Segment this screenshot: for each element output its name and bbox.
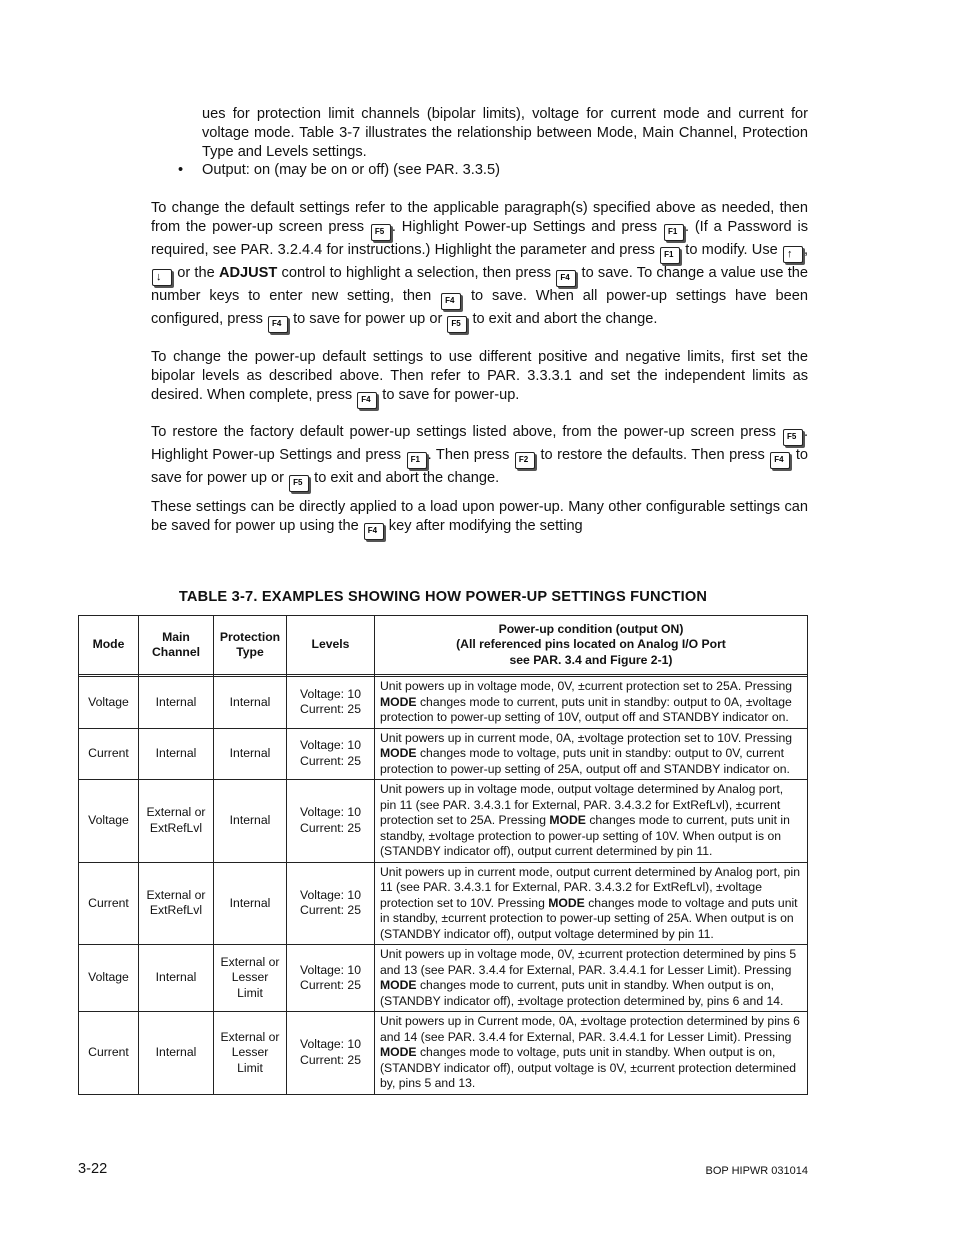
cell-channel: Internal bbox=[139, 728, 214, 780]
header-condition bbox=[375, 616, 808, 675]
table-row bbox=[79, 780, 808, 863]
bullet-text: Output: on (may be on or off) (see PAR. 3.3.5) bbox=[202, 162, 500, 178]
table-row bbox=[79, 945, 808, 1012]
cell-protection: Internal bbox=[214, 728, 287, 780]
f4-key-icon: F4 bbox=[556, 270, 576, 287]
cell-protection: Internal bbox=[214, 677, 287, 729]
cell-levels bbox=[287, 780, 375, 863]
f5-key-icon: F5 bbox=[783, 429, 803, 446]
text: changes mode to voltage, puts unit in standby. When output is on, (STANDBY indicator off), output voltage is 0V, ±current protection determined by, pins 5 and 13. bbox=[380, 1045, 797, 1090]
cell-levels bbox=[287, 945, 375, 1012]
text: . Highlight Power-up Settings and press bbox=[151, 424, 808, 463]
text: to exit and abort the change. bbox=[310, 470, 500, 486]
f1-key-icon: F1 bbox=[660, 247, 680, 264]
cell-condition bbox=[375, 1012, 808, 1095]
text: . Then press bbox=[427, 447, 514, 463]
text: or the bbox=[173, 264, 219, 281]
levels-current: Current: 25 bbox=[300, 978, 361, 992]
cell-mode: Current bbox=[79, 862, 139, 945]
text: To change the power-up default settings to use different positive and negative limits, first set the bipolar levels as described above. Then refer to PAR. 3.3.3.1 and set the independent limits as desired. When complete, press bbox=[151, 349, 808, 403]
intro-continuation: ues for protection limit channels (bipolar limits), voltage for current mode and current for voltage mode. Table 3-7 illustrates the relationship between Mode, Main Channel, Protection Type and Levels settings. bbox=[202, 106, 808, 160]
text: to exit and abort the change. bbox=[468, 310, 658, 327]
text: to save for power up or bbox=[289, 310, 447, 327]
cell-protection: Internal bbox=[214, 862, 287, 945]
header-levels: Levels bbox=[287, 616, 375, 675]
text: , bbox=[803, 241, 808, 258]
paragraph-bipolar-limits bbox=[151, 348, 808, 409]
down-arrow-key-icon: ↓ bbox=[152, 269, 172, 286]
levels-voltage: Voltage: 10 bbox=[300, 1037, 361, 1052]
f1-key-icon: F1 bbox=[664, 224, 684, 241]
table-row bbox=[79, 862, 808, 945]
text: . Highlight Power-up Settings and press bbox=[391, 218, 663, 235]
header-mode: Mode bbox=[79, 616, 139, 675]
header-condition-line: (All referenced pins located on Analog I/O Port bbox=[456, 637, 726, 652]
cell-levels bbox=[287, 1012, 375, 1095]
f4-key-icon: F4 bbox=[770, 452, 790, 469]
table-row bbox=[79, 677, 808, 729]
text: to save. To change a value use the number keys to enter new setting, then bbox=[151, 264, 808, 304]
mode-label: MODE bbox=[549, 813, 586, 827]
cell-condition bbox=[375, 728, 808, 780]
mode-label: MODE bbox=[380, 694, 417, 709]
up-arrow-key-icon: ↑ bbox=[783, 246, 803, 263]
cell-levels bbox=[287, 728, 375, 780]
f4-key-icon: F4 bbox=[268, 316, 288, 333]
header-protection-type: Protection Type bbox=[214, 616, 287, 675]
cell-condition bbox=[375, 945, 808, 1012]
bullet-output bbox=[178, 161, 500, 180]
cell-condition bbox=[375, 677, 808, 729]
f4-key-icon: F4 bbox=[441, 293, 461, 310]
text: changes mode to voltage and puts unit in standby, ±current protection to power-up setting of 25A. When output is on (STANDBY indicator off), output voltage determined by pin 11. bbox=[380, 895, 798, 941]
text: To restore the factory default power-up settings listed above, from the power-up screen press bbox=[151, 424, 782, 440]
cell-channel: Internal bbox=[139, 945, 214, 1012]
text: Unit powers up in voltage mode, output voltage determined by Analog port, pin 11 (see PAR. 3.4.3.1 for External, PAR. 3.4.3.2 for ExtRefLvl), ±current protection set to 25A. Pressing bbox=[380, 782, 784, 827]
cell-condition bbox=[375, 780, 808, 863]
table-row bbox=[79, 728, 808, 780]
mode-label: MODE bbox=[380, 978, 417, 992]
cell-channel: External or ExtRefLvl bbox=[139, 780, 214, 863]
text: to save for power-up. bbox=[378, 386, 520, 403]
text: to save for power up or bbox=[151, 447, 808, 486]
text: . (If a Password is required, see PAR. 3.2.4.4 for instructions.) Highlight the parameter and press bbox=[151, 218, 808, 258]
adjust-label: ADJUST bbox=[218, 264, 278, 281]
paragraph-change-defaults bbox=[151, 199, 808, 333]
cell-protection: External or Lesser Limit bbox=[214, 945, 287, 1012]
cell-mode: Voltage bbox=[79, 677, 139, 729]
cell-mode: Current bbox=[79, 728, 139, 780]
f5-key-icon: F5 bbox=[289, 475, 309, 492]
table-title: TABLE 3-7. EXAMPLES SHOWING HOW POWER-UP SETTINGS FUNCTION bbox=[178, 589, 708, 605]
f5-key-icon: F5 bbox=[371, 224, 391, 241]
mode-label: MODE bbox=[380, 1045, 417, 1059]
table-row bbox=[79, 1012, 808, 1095]
text: changes mode to voltage, puts unit in standby: output to 0V, current protection to power-up setting of 25A, output off and STANDBY indicator on. bbox=[380, 746, 790, 776]
levels-current: Current: 25 bbox=[300, 753, 361, 768]
levels-voltage: Voltage: 10 bbox=[300, 805, 361, 820]
text: changes mode to current, puts unit in standby. When output is on, (STANDBY indicator off), ±voltage protection determined by, pins 6 and 14. bbox=[380, 978, 784, 1008]
text: changes mode to current, puts unit in standby, ±voltage protection to power-up setting of 10V. When output is on (STANDBY indicator off), output current determined by pin 11. bbox=[380, 813, 790, 858]
levels-current: Current: 25 bbox=[300, 702, 361, 717]
cell-condition bbox=[375, 862, 808, 945]
f4-key-icon: F4 bbox=[357, 392, 377, 409]
cell-protection: External or Lesser Limit bbox=[214, 1012, 287, 1095]
cell-levels bbox=[287, 862, 375, 945]
text: control to highlight a selection, then press bbox=[277, 264, 556, 281]
paragraph-restore-defaults bbox=[151, 423, 808, 492]
cell-channel: External or ExtRefLvl bbox=[139, 862, 214, 945]
cell-channel: Internal bbox=[139, 677, 214, 729]
document-id: BOP HIPWR 031014 bbox=[705, 1165, 808, 1177]
levels-voltage: Voltage: 10 bbox=[300, 738, 361, 753]
text: Unit powers up in current mode, 0A, ±voltage protection set to 10V. Pressing bbox=[380, 730, 793, 745]
cell-mode: Current bbox=[79, 1012, 139, 1095]
paragraph-apply-settings bbox=[151, 498, 808, 540]
f2-key-icon: F2 bbox=[515, 452, 535, 469]
levels-voltage: Voltage: 10 bbox=[300, 962, 361, 977]
text: Unit powers up in voltage mode, 0V, ±current protection determined by pins 5 and 13 (see PAR. 3.4.4 for External, PAR. 3.4.4.1 for Lesser Limit). Pressing bbox=[380, 947, 797, 977]
text: To change the default settings refer to the applicable paragraph(s) specified above as needed, then from the power-up screen press bbox=[151, 200, 808, 235]
cell-mode: Voltage bbox=[79, 780, 139, 863]
f1-key-icon: F1 bbox=[407, 452, 427, 469]
text: changes mode to current, puts unit in standby: output to 0A, ±voltage protection to power-up setting of 10V, output off and STANDBY indicator on. bbox=[380, 694, 792, 724]
text: to save. When all power-up settings have been configured, press bbox=[151, 287, 808, 327]
mode-label: MODE bbox=[548, 895, 585, 910]
cell-mode: Voltage bbox=[79, 945, 139, 1012]
text: Unit powers up in voltage mode, 0V, ±current protection set to 25A. Pressing bbox=[380, 679, 793, 693]
header-condition-line: see PAR. 3.4 and Figure 2-1) bbox=[509, 652, 673, 667]
mode-label: MODE bbox=[380, 746, 417, 760]
text: to modify. Use bbox=[681, 241, 782, 258]
levels-current: Current: 25 bbox=[300, 1052, 361, 1067]
f5-key-icon: F5 bbox=[447, 316, 467, 333]
table-header-row bbox=[79, 616, 808, 675]
cell-channel: Internal bbox=[139, 1012, 214, 1095]
levels-current: Current: 25 bbox=[300, 903, 361, 918]
bullet-dot: • bbox=[178, 162, 184, 178]
header-main-channel: Main Channel bbox=[139, 616, 214, 675]
text: Unit powers up in current mode, output current determined by Analog port, pin 11 (see PAR. 3.4.3.1 for External, PAR. 3.4.3.2 for ExtRefLvl), ±voltage protection set to 10V. Pressing bbox=[380, 864, 801, 910]
f4-key-icon: F4 bbox=[364, 523, 384, 540]
power-up-settings-table bbox=[78, 615, 808, 1095]
levels-current: Current: 25 bbox=[300, 820, 361, 835]
cell-protection: Internal bbox=[214, 780, 287, 863]
page-number: 3-22 bbox=[78, 1161, 108, 1177]
levels-voltage: Voltage: 10 bbox=[300, 686, 361, 701]
text: Unit powers up in Current mode, 0A, ±voltage protection determined by pins 6 and 14 (see PAR. 3.4.4 for External, PAR. 3.4.4.1 for Lesser Limit). Pressing bbox=[380, 1014, 800, 1044]
cell-levels bbox=[287, 677, 375, 729]
text: These settings can be directly applied to a load upon power-up. Many other configurable settings can be saved for power up using the bbox=[151, 499, 808, 534]
levels-voltage: Voltage: 10 bbox=[300, 887, 361, 902]
text: key after modifying the setting bbox=[384, 517, 583, 534]
header-condition-line: Power-up condition (output ON) bbox=[498, 621, 684, 636]
text: to restore the defaults. Then press bbox=[535, 447, 770, 463]
